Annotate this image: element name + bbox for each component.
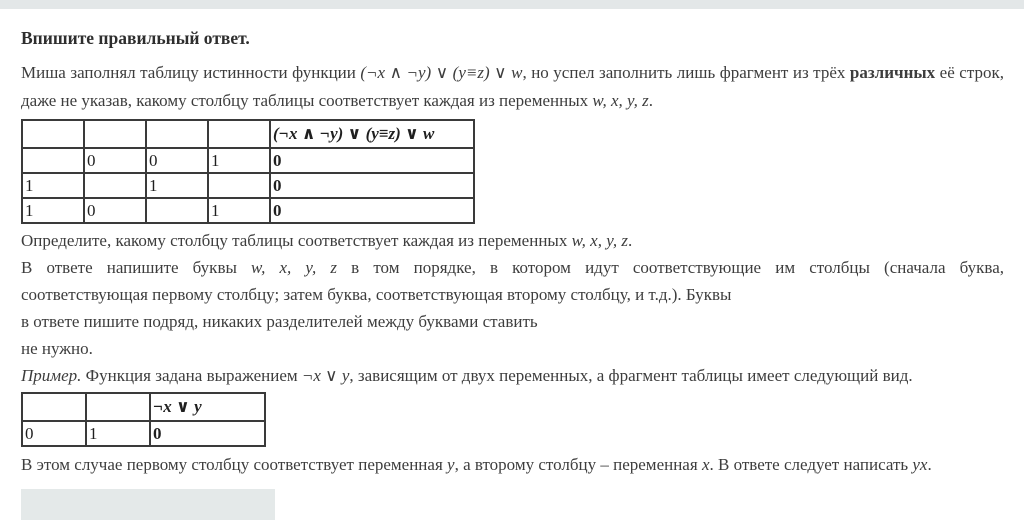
truth-table-fragment (21, 119, 475, 224)
table-cell: 1 (86, 421, 150, 446)
truth-table-row (22, 198, 474, 223)
function-value-cell: 0 (150, 421, 265, 446)
problem-after-emphasis: её строк, даже не указав, какому столбцу таблицы соответствует каждая из переменных (21, 63, 1004, 110)
table-cell (146, 198, 208, 223)
variable-y: y (447, 455, 455, 474)
table-cell: 0 (146, 148, 208, 173)
table-cell (84, 173, 146, 198)
answer-format-text: в том порядке, в котором идут соответствующие им столбцы (сначала буква, (337, 258, 1004, 277)
header-cell (22, 120, 84, 148)
table-cell: 0 (84, 198, 146, 223)
determine-instruction (21, 227, 1004, 254)
truth-table-row (22, 173, 474, 198)
function-value-cell: 0 (270, 173, 474, 198)
function-value-cell: 0 (270, 198, 474, 223)
truth-table-header-row (22, 120, 474, 148)
example-sentence (21, 362, 1004, 389)
table-cell (208, 173, 270, 198)
table-cell: 0 (22, 421, 86, 446)
table-cell: 1 (208, 148, 270, 173)
table-cell: 1 (22, 173, 84, 198)
problem-after-formula: , но успел заполнить лишь фрагмент из трёх (522, 63, 850, 82)
determine-period: . (627, 231, 633, 250)
header-cell (208, 120, 270, 148)
emphasis-word: различных (849, 63, 936, 82)
answer-format-line-4: не нужно. (21, 339, 93, 358)
top-bar (0, 0, 1024, 9)
table-cell (22, 148, 84, 173)
question-content (0, 26, 1024, 520)
example-answer: yx (912, 455, 928, 474)
example-label: Пример. (21, 366, 82, 385)
table-cell: 1 (208, 198, 270, 223)
table-cell: 1 (22, 198, 84, 223)
example-text: Функция задана выражением (81, 366, 302, 385)
example-table (21, 392, 266, 447)
variables-list: w, x, y, z (592, 91, 649, 110)
variables-list: w, x, y, z (251, 258, 338, 277)
conclusion-text: В этом случае первому столбцу соответствует переменная (21, 455, 448, 474)
problem-statement (21, 59, 1004, 115)
table-cell: 1 (146, 173, 208, 198)
conclusion-mid: , а второму столбцу – переменная (454, 455, 702, 474)
header-cell (86, 393, 150, 421)
answer-input[interactable] (21, 489, 275, 520)
conclusion-sentence (21, 451, 1004, 478)
determine-text: Определите, какому столбцу таблицы соответствует каждая из переменных (21, 231, 572, 250)
example-formula-inline: ¬x ∨ y (301, 366, 350, 385)
truth-table-row (22, 148, 474, 173)
problem-period: . (648, 91, 654, 110)
answer-format-line-2: соответствующая первому столбцу; затем буква, соответствующая второму столбцу, и т.д.). Буквы (21, 285, 732, 304)
example-table-header-row (22, 393, 265, 421)
header-cell (22, 393, 86, 421)
answer-format-text: В ответе напишите буквы (21, 258, 252, 277)
example-table-row (22, 421, 265, 446)
answer-format-line-3: в ответе пишите подряд, никаких разделителей между буквами ставить (21, 312, 538, 331)
function-formula-inline: (¬x ∧ ¬y) ∨ (y≡z) ∨ w (360, 63, 523, 82)
header-cell (84, 120, 146, 148)
answer-format-line-1 (21, 254, 1004, 281)
example-text-after: , зависящим от двух переменных, а фрагмент таблицы имеет следующий вид. (349, 366, 913, 385)
formula-header-cell: ¬x ∨ y (150, 393, 265, 421)
problem-intro: Миша заполнял таблицу истинности функции (21, 63, 361, 82)
formula-header-cell: (¬x ∧ ¬y) ∨ (y≡z) ∨ w (270, 120, 474, 148)
header-cell (146, 120, 208, 148)
question-title: Впишите правильный ответ. (21, 28, 250, 48)
variable-x: x (701, 455, 710, 474)
conclusion-post: . В ответе следует написать (709, 455, 913, 474)
variables-list: w, x, y, z (571, 231, 628, 250)
table-cell: 0 (84, 148, 146, 173)
function-value-cell: 0 (270, 148, 474, 173)
conclusion-period: . (927, 455, 932, 474)
